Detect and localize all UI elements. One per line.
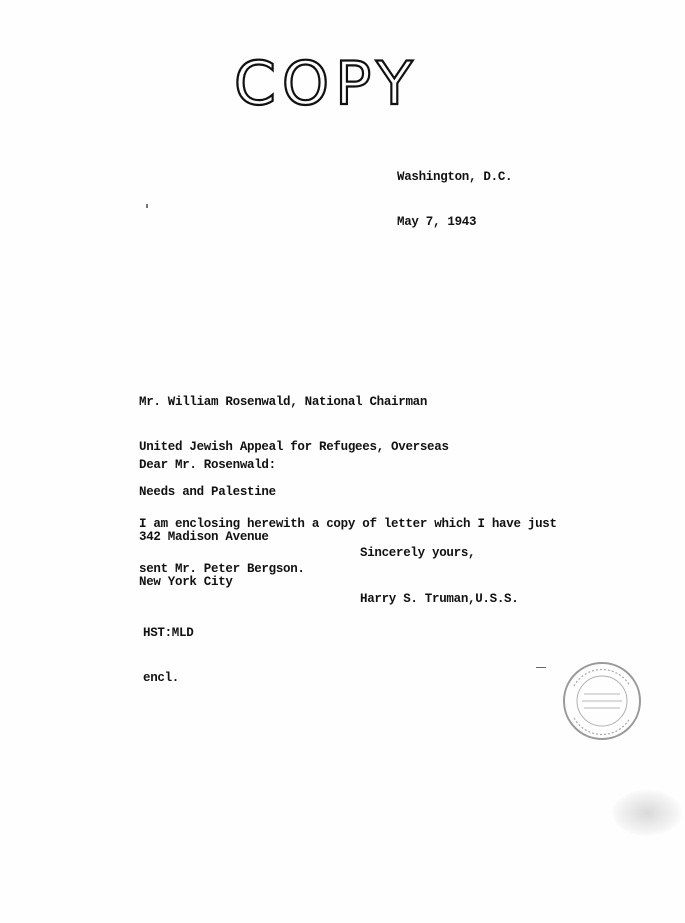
address-line: Mr. William Rosenwald, National Chairman [139, 395, 428, 409]
pencil-mark [536, 667, 546, 668]
archive-seal [560, 660, 644, 742]
paper-speck [146, 204, 148, 208]
signature-block: Harry S. Truman,U.S.S. [360, 592, 519, 606]
paper-smudge [612, 790, 682, 836]
complimentary-close: Sincerely yours, [360, 546, 476, 560]
reference-initials [143, 596, 193, 716]
body-line: sent Mr. Peter Bergson. [139, 562, 305, 576]
address-line: 342 Madison Avenue [139, 530, 269, 544]
address-line: New York City [139, 575, 233, 589]
body-line: I am enclosing herewith a copy of letter which I have just [139, 517, 557, 531]
copy-stamp-text: COPY [234, 50, 419, 112]
enclosure-notation: encl. [143, 671, 180, 685]
address-line: Needs and Palestine [139, 485, 276, 499]
copy-stamp [232, 50, 444, 112]
dateline [397, 140, 512, 260]
letter-body [139, 487, 557, 607]
typist-initials: HST:MLD [143, 626, 194, 640]
salutation: Dear Mr. Rosenwald: [139, 458, 276, 472]
dateline-place: Washington, D.C. [397, 170, 513, 184]
address-line: United Jewish Appeal for Refugees, Overseas [139, 440, 449, 454]
dateline-date: May 7, 1943 [397, 215, 477, 229]
